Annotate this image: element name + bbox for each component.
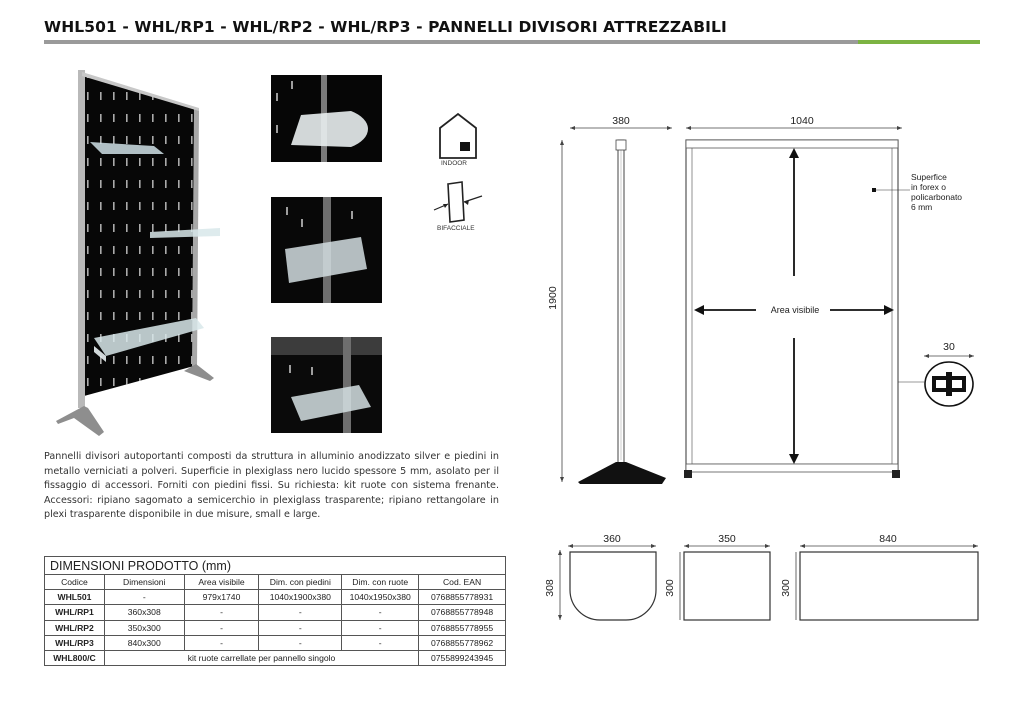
product-description: Pannelli divisori autoportanti composti da struttura in alluminio anodizzato silver e piedini in metallo verniciati a polveri. Superficie in plexiglass nero lucido spessore 5 mm, asolato per il fissaggio di accessori. Forniti con piedini fissi. Su richiesta: kit ruote con sistema frenante. Accessori: ripiano sagomato a semicerchio in plexiglass trasparente; ripiano rettangolare in plexi trasparente disponibile in due misure, small e large. bbox=[44, 451, 499, 521]
double-sided-icon bbox=[432, 180, 484, 224]
cell-visible-area: - bbox=[184, 635, 259, 650]
header-dim-feet: Dim. con piedini bbox=[259, 575, 342, 590]
dim-shelf-small-width: 350 bbox=[718, 533, 736, 545]
detail-photo-small-shelf bbox=[271, 337, 382, 433]
cell-visible-area: - bbox=[184, 620, 259, 635]
header-dim-wheels: Dim. con ruote bbox=[342, 575, 419, 590]
cell-ean: 0755899243945 bbox=[419, 650, 506, 665]
header-code: Codice bbox=[45, 575, 105, 590]
cell-dim-feet: - bbox=[259, 620, 342, 635]
indoor-label: INDOOR bbox=[441, 160, 467, 167]
dim-height: 1900 bbox=[547, 286, 559, 310]
table-row bbox=[45, 635, 506, 650]
table-row bbox=[45, 590, 506, 605]
header-dimensions: Dimensioni bbox=[104, 575, 184, 590]
product-photo-panel bbox=[44, 66, 224, 446]
table-header-row bbox=[45, 575, 506, 590]
table-row bbox=[45, 605, 506, 620]
cell-dim-wheels: - bbox=[342, 605, 419, 620]
dimensions-table-title: DIMENSIONI PRODOTTO (mm) bbox=[44, 556, 506, 574]
cell-dim-feet: 1040x1900x380 bbox=[259, 590, 342, 605]
cell-dim-feet: - bbox=[259, 635, 342, 650]
dim-shelf-small-depth: 300 bbox=[664, 579, 676, 597]
cell-code: WHL/RP3 bbox=[45, 635, 105, 650]
title-rule-green bbox=[858, 40, 980, 44]
cell-code: WHL800/C bbox=[45, 650, 105, 665]
cell-code: WHL/RP1 bbox=[45, 605, 105, 620]
surface-note-line-2: in forex o bbox=[911, 182, 946, 192]
header-visible-area: Area visibile bbox=[184, 575, 259, 590]
cell-dim-feet: - bbox=[259, 605, 342, 620]
cell-dim-wheels: 1040x1950x380 bbox=[342, 590, 419, 605]
area-visible-label: Area visibile bbox=[770, 305, 820, 315]
cell-ean: 0768855778948 bbox=[419, 605, 506, 620]
cell-dimensions: 840x300 bbox=[104, 635, 184, 650]
cell-dim-wheels: - bbox=[342, 620, 419, 635]
cell-ean: 0768855778962 bbox=[419, 635, 506, 650]
header-ean: Cod. EAN bbox=[419, 575, 506, 590]
dim-front-width: 1040 bbox=[790, 115, 814, 127]
dim-shelf-semicircle-width: 360 bbox=[603, 533, 621, 545]
cell-ean: 0768855778955 bbox=[419, 620, 506, 635]
cell-code: WHL/RP2 bbox=[45, 620, 105, 635]
title-rule-grey bbox=[44, 40, 858, 44]
detail-photo-semicircle-shelf bbox=[271, 75, 382, 162]
dim-shelf-semicircle-depth: 308 bbox=[544, 579, 556, 597]
indoor-icon bbox=[438, 112, 478, 160]
dim-shelf-large-width: 840 bbox=[879, 533, 897, 545]
dim-side-width: 380 bbox=[612, 115, 630, 127]
table-row bbox=[45, 620, 506, 635]
table-row-kit bbox=[45, 650, 506, 665]
cell-visible-area: 979x1740 bbox=[184, 590, 259, 605]
cell-dim-wheels: - bbox=[342, 635, 419, 650]
technical-drawing bbox=[540, 110, 990, 490]
dim-shelf-large-depth: 300 bbox=[780, 579, 792, 597]
double-sided-label: BIFACCIALE bbox=[437, 225, 475, 232]
detail-photo-rect-shelf bbox=[271, 197, 382, 303]
cell-ean: 0768855778931 bbox=[419, 590, 506, 605]
cell-dimensions: 360x308 bbox=[104, 605, 184, 620]
cell-visible-area: - bbox=[184, 605, 259, 620]
cell-kit-description: kit ruote carrellate per pannello singolo bbox=[104, 650, 418, 665]
surface-note-line-3: policarbonato bbox=[911, 192, 963, 202]
shelf-drawings bbox=[540, 528, 990, 628]
dim-profile-width: 30 bbox=[943, 341, 955, 353]
surface-note-line-1: Superfice bbox=[911, 172, 947, 182]
surface-note-line-4: 6 mm bbox=[911, 202, 933, 212]
dimensions-table bbox=[44, 574, 506, 666]
page-title: WHL501 - WHL/RP1 - WHL/RP2 - WHL/RP3 - PANNELLI DIVISORI ATTREZZABILI bbox=[44, 18, 727, 36]
cell-code: WHL501 bbox=[45, 590, 105, 605]
cell-dimensions: - bbox=[104, 590, 184, 605]
cell-dimensions: 350x300 bbox=[104, 620, 184, 635]
